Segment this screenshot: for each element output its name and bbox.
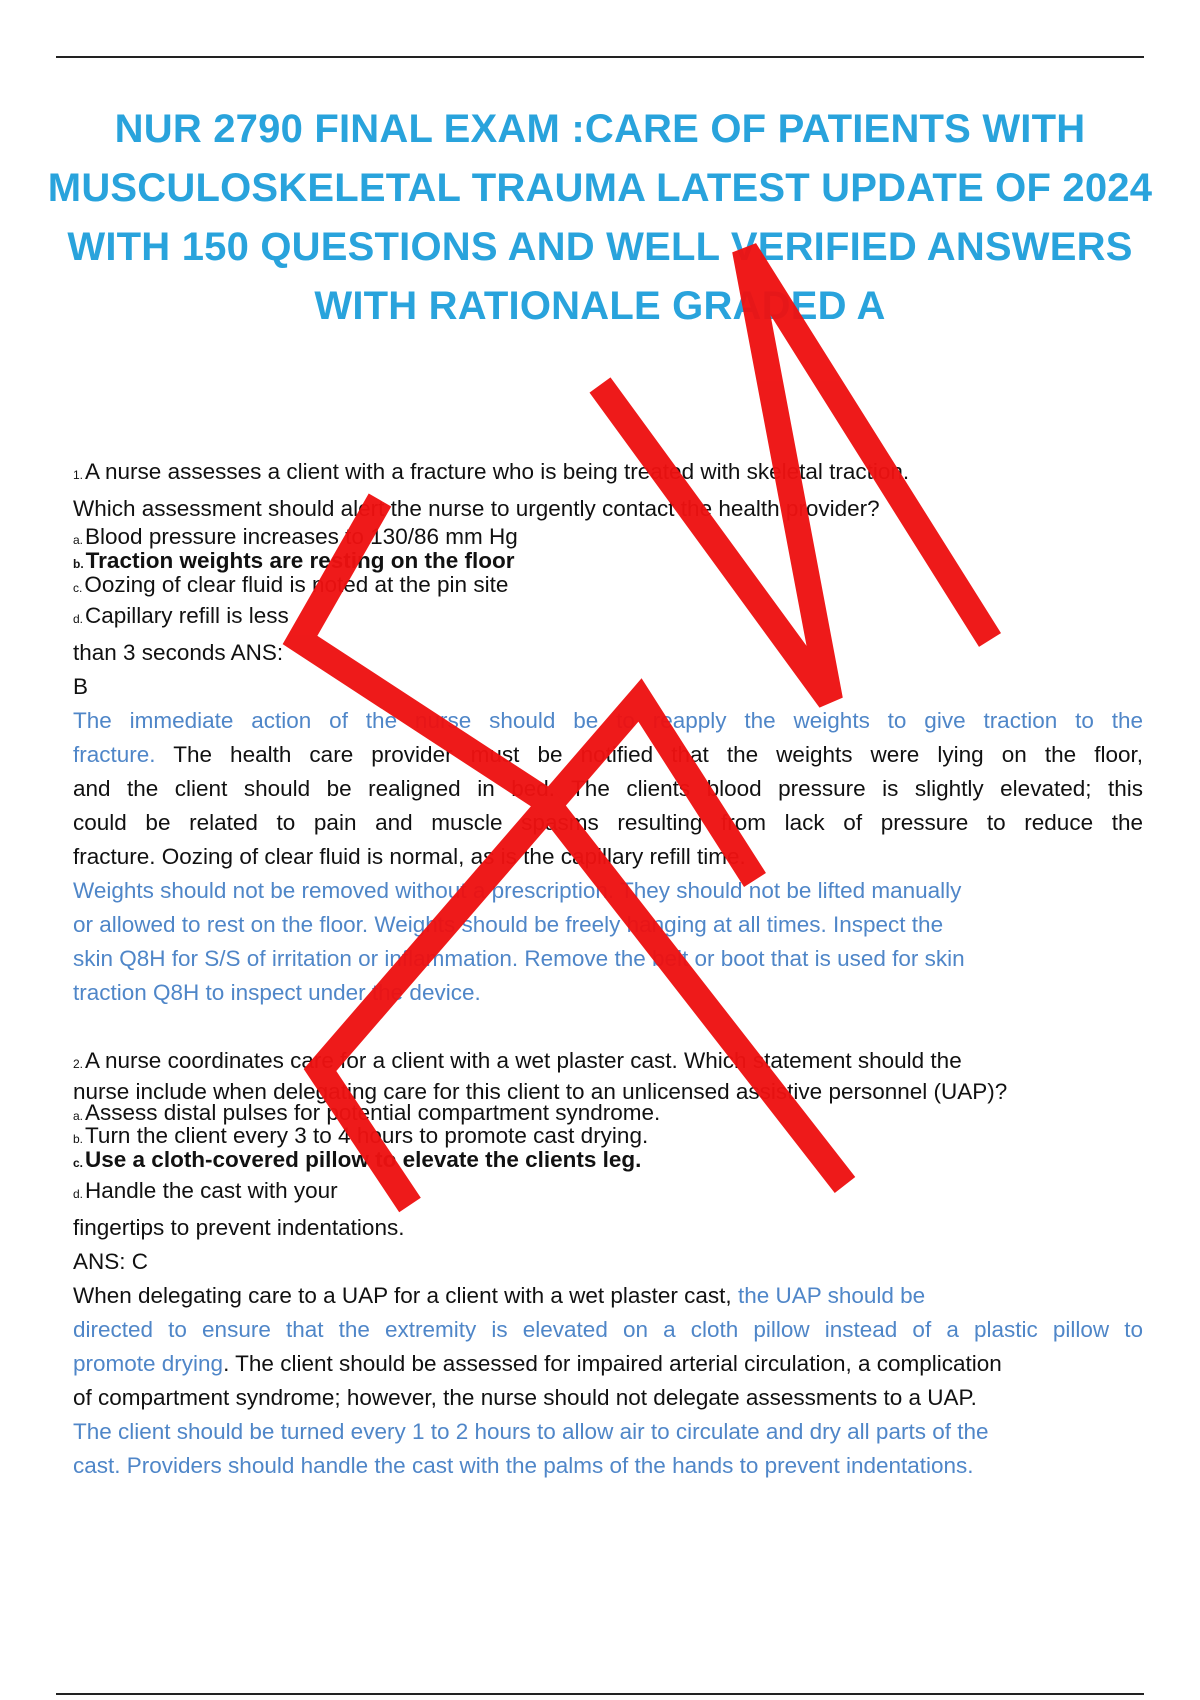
option-c-correct: c.Use a cloth-covered pillow to elevate the clients leg. bbox=[73, 1147, 642, 1172]
rationale-line: When delegating care to a UAP for a client with a wet plaster cast, the UAP should be bbox=[73, 1283, 926, 1308]
rationale-line: The immediate action of the nurse should be to reapply the weights to give traction to the bbox=[73, 708, 1143, 733]
rationale-line: could be related to pain and muscle spasms resulting from lack of pressure to reduce the bbox=[73, 810, 1143, 835]
option-d: d.Capillary refill is less bbox=[73, 603, 289, 628]
rationale-line: fracture. The health care provider must be notified that the weights were lying on the floor, bbox=[73, 742, 1143, 767]
title-line: WITH RATIONALE GRADED A bbox=[314, 284, 886, 328]
question-stem: 1.A nurse assesses a client with a fracture who is being treated with skeletal traction. bbox=[73, 459, 910, 484]
option-c: c.Oozing of clear fluid is noted at the pin site bbox=[73, 572, 509, 597]
rationale-line: The client should be turned every 1 to 2 hours to allow air to circulate and dry all parts of the bbox=[73, 1419, 989, 1444]
rationale-line: traction Q8H to inspect under the device. bbox=[73, 980, 481, 1005]
option-d-cont: fingertips to prevent indentations. bbox=[73, 1215, 405, 1240]
answer: B bbox=[73, 674, 89, 699]
top-rule bbox=[56, 56, 1144, 58]
rationale-line: and the client should be realigned in bed. The clients blood pressure is slightly elevated; this bbox=[73, 776, 1143, 801]
questions-body bbox=[73, 455, 1143, 1483]
option-d-cont: than 3 seconds ANS: bbox=[73, 640, 284, 665]
question-stem-cont: Which assessment should alert the nurse to urgently contact the health provider? bbox=[73, 496, 880, 521]
rationale-line: or allowed to rest on the floor. Weights should be freely hanging at all times. Inspect the bbox=[73, 912, 944, 937]
option-a: a.Assess distal pulses for potential compartment syndrome. bbox=[73, 1100, 661, 1125]
title-line: WITH 150 QUESTIONS AND WELL VERIFIED ANSWERS bbox=[67, 225, 1133, 269]
question-stem: 2.A nurse coordinates care for a client with a wet plaster cast. Which statement should the bbox=[73, 1048, 962, 1073]
rationale-line: fracture. Oozing of clear fluid is normal, as is the capillary refill time. bbox=[73, 844, 746, 869]
question-stem-cont: nurse include when delegating care for this client to an unlicensed assistive personnel (UAP)? bbox=[73, 1079, 1008, 1104]
answer: ANS: C bbox=[73, 1249, 149, 1274]
option-b: b.Turn the client every 3 to 4 hours to promote cast drying. bbox=[73, 1123, 649, 1148]
option-d: d.Handle the cast with your bbox=[73, 1178, 338, 1203]
title-line: MUSCULOSKELETAL TRAUMA LATEST UPDATE OF 2024 bbox=[47, 166, 1153, 210]
rationale-line: Weights should not be removed without a prescription. They should not be lifted manually bbox=[73, 878, 962, 903]
question-2 bbox=[73, 1044, 1143, 1483]
spacer bbox=[73, 1010, 1143, 1044]
bottom-rule bbox=[56, 1693, 1144, 1695]
rationale-line: directed to ensure that the extremity is elevated on a cloth pillow instead of a plastic pillow to bbox=[73, 1317, 1143, 1342]
option-a: a.Blood pressure increases to 130/86 mm Hg bbox=[73, 524, 518, 549]
title-line: NUR 2790 FINAL EXAM :CARE OF PATIENTS WITH bbox=[114, 107, 1086, 151]
document-title bbox=[40, 100, 1160, 336]
rationale-line: skin Q8H for S/S of irritation or inflammation. Remove the belt or boot that is used for skin bbox=[73, 946, 965, 971]
rationale-line: of compartment syndrome; however, the nurse should not delegate assessments to a UAP. bbox=[73, 1385, 977, 1410]
rationale-line: cast. Providers should handle the cast with the palms of the hands to prevent indentations. bbox=[73, 1453, 974, 1478]
question-1 bbox=[73, 455, 1143, 1010]
rationale-line: promote drying. The client should be assessed for impaired arterial circulation, a complication bbox=[73, 1351, 1002, 1376]
option-b-correct: b.Traction weights are resting on the floor bbox=[73, 548, 515, 573]
